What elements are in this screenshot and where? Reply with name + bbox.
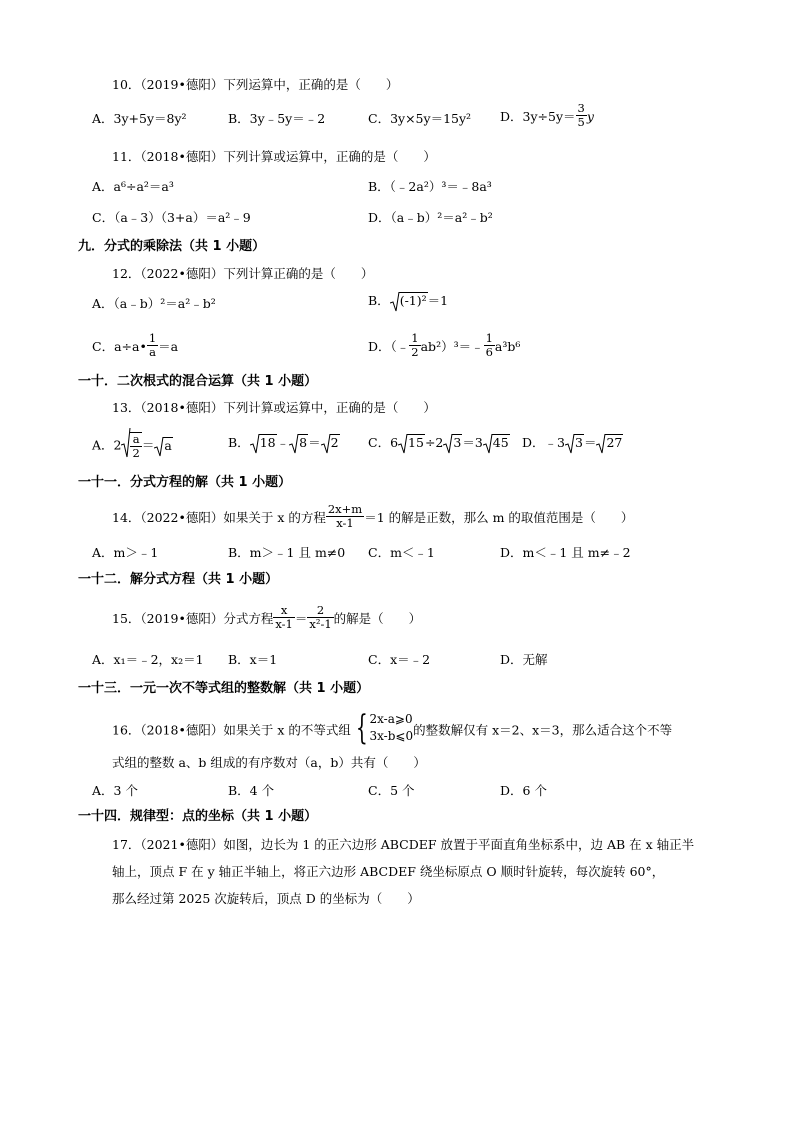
q17-line3: 那么经过第 2025 次旋转后，顶点 D 的坐标为（ ） bbox=[112, 891, 420, 906]
q12-d-num2: 1 bbox=[485, 331, 493, 345]
q13-c-eq: ＝3 bbox=[462, 435, 483, 450]
q16-option-c: C．5 个 bbox=[368, 783, 415, 798]
q13-a-num: a bbox=[130, 433, 141, 447]
q12-b-prefix: B． bbox=[368, 293, 390, 308]
q14-frac-den: x-1 bbox=[336, 516, 354, 530]
q13-c-sqrt3 bbox=[483, 434, 510, 452]
q14-option-a: A．m＞﹣1 bbox=[92, 545, 159, 560]
q10-option-d bbox=[500, 101, 594, 131]
q15-f1-num: x bbox=[273, 604, 295, 618]
q16-stem bbox=[112, 708, 673, 748]
left-brace-icon: { bbox=[355, 708, 368, 748]
q16-stem-line2: 式组的整数 a、b 组成的有序数对（a，b）共有（ ） bbox=[112, 755, 426, 770]
q13-c-radicand2: 3 bbox=[453, 435, 462, 450]
q15-option-a: A．x₁＝﹣2，x₂＝1 bbox=[92, 652, 204, 667]
q12-option-b bbox=[368, 292, 448, 310]
q14-stem bbox=[112, 502, 634, 532]
q11-option-d: D．（a﹣b）²＝a²﹣b² bbox=[368, 210, 493, 225]
q13-c-radicand1: 15 bbox=[408, 435, 424, 450]
q12-c-suffix: ＝a bbox=[158, 339, 179, 354]
q13-b-sqrt2 bbox=[289, 434, 308, 452]
q16-option-d: D．6 个 bbox=[500, 783, 547, 798]
q12-c-fraction bbox=[147, 332, 158, 359]
q11-option-a: A．a⁶÷a²＝a³ bbox=[92, 179, 174, 194]
q13-d-sqrt1 bbox=[565, 434, 584, 452]
q15-f2-den: x²-1 bbox=[309, 617, 332, 631]
q15-stem-prefix: 15．（2019•德阳）分式方程 bbox=[112, 611, 274, 626]
q13-d-prefix: D．﹣3 bbox=[522, 435, 565, 450]
q13-d-radicand2: 27 bbox=[606, 435, 623, 450]
q16-stem-prefix: 16．（2018•德阳）如果关于 x 的不等式组 bbox=[112, 722, 351, 738]
q12-c-den: a bbox=[149, 345, 156, 359]
q12-d-suffix: a³b⁶ bbox=[494, 339, 521, 354]
q10-option-a: A．3y+5y＝8y² bbox=[92, 111, 187, 126]
q13-d-sqrt2 bbox=[596, 434, 623, 452]
q10-d-fraction bbox=[576, 102, 587, 129]
q14-fraction bbox=[326, 503, 364, 530]
q13-c-sqrt1 bbox=[398, 434, 425, 452]
q15-eq: ＝ bbox=[294, 611, 308, 626]
q13-a-prefix: A．2 bbox=[92, 437, 122, 453]
q17-line1: 17．（2021•德阳）如图，边长为 1 的正六边形 ABCDEF 放置于平面直角坐标系中，边 AB 在 x 轴正半 bbox=[112, 837, 695, 852]
q15-option-c: C．x＝﹣2 bbox=[368, 652, 431, 667]
q12-stem: 12．（2022•德阳）下列计算正确的是（ ） bbox=[112, 266, 374, 281]
q13-c-radicand3: 45 bbox=[492, 435, 509, 450]
q14-stem-suffix: ＝1 的解是正数，那么 m 的取值范围是（ ） bbox=[364, 510, 634, 525]
q13-c-div: ÷2 bbox=[424, 435, 444, 450]
q11-option-c: C．（a﹣3）（3+a）＝a²﹣9 bbox=[92, 210, 251, 225]
q16-stem-suffix: 的整数解仅有 x＝2、x＝3，那么适合这个不等 bbox=[413, 722, 673, 738]
q16-inequality-system bbox=[351, 708, 414, 748]
q13-b-minus: ﹣ bbox=[276, 435, 290, 450]
q15-stem-suffix: 的解是（ ） bbox=[333, 611, 422, 626]
q10-option-b: B．3y﹣5y＝﹣2 bbox=[228, 111, 326, 126]
q14-option-c: C．m＜﹣1 bbox=[368, 545, 435, 560]
q12-b-suffix: ＝1 bbox=[427, 293, 449, 308]
q13-a-sqrt1 bbox=[121, 432, 141, 460]
q13-b-radicand1: 18 bbox=[259, 435, 276, 450]
q16-option-b: B．4 个 bbox=[228, 783, 275, 798]
q15-f1-den: x-1 bbox=[275, 617, 293, 631]
q10-d-num: 3 bbox=[577, 101, 585, 115]
q12-d-mid: ab²）³＝﹣ bbox=[420, 339, 484, 354]
q15-stem bbox=[112, 603, 422, 633]
q13-a-fraction bbox=[130, 432, 141, 460]
q13-option-d bbox=[522, 434, 623, 452]
q10-d-prefix: D．3y÷5y＝ bbox=[500, 109, 576, 124]
q13-d-eq: ＝ bbox=[583, 435, 597, 450]
q12-c-prefix: C．a÷a• bbox=[92, 339, 147, 354]
q13-c-sqrt2 bbox=[443, 434, 462, 452]
q13-option-b bbox=[228, 434, 340, 452]
q10-d-den: 5 bbox=[577, 115, 585, 129]
q14-frac-num: 2x+m bbox=[327, 502, 363, 516]
q10-stem: 10．（2019•德阳）下列运算中，正确的是（ ） bbox=[112, 77, 399, 92]
q14-stem-prefix: 14．（2022•德阳）如果关于 x 的方程 bbox=[112, 510, 326, 525]
section-heading-10: 一十．二次根式的混合运算（共 1 小题） bbox=[78, 374, 318, 389]
section-heading-9: 九．分式的乘除法（共 1 小题） bbox=[78, 239, 266, 254]
q12-d-fraction-2 bbox=[484, 332, 495, 359]
section-heading-13: 一十三．一元一次不等式组的整数解（共 1 小题） bbox=[78, 681, 370, 696]
q12-d-fraction-1 bbox=[409, 332, 420, 359]
q13-option-a bbox=[92, 432, 173, 460]
q13-b-sqrt1 bbox=[250, 434, 277, 452]
q13-a-sqrt2 bbox=[154, 437, 172, 455]
q16-row2: 3x-b⩽0 bbox=[369, 729, 414, 743]
q12-b-radicand: (-1)² bbox=[399, 293, 427, 308]
q10-d-suffix: y bbox=[586, 109, 594, 124]
q13-b-sqrt3 bbox=[321, 434, 340, 452]
q12-option-a: A．（a﹣b）²＝a²﹣b² bbox=[92, 296, 216, 311]
q16-option-a: A．3 个 bbox=[92, 783, 138, 798]
section-heading-11: 一十一．分式方程的解（共 1 小题） bbox=[78, 475, 292, 490]
q13-d-radicand1: 3 bbox=[574, 435, 583, 450]
q10-option-c: C．3y×5y＝15y² bbox=[368, 111, 472, 126]
q13-b-prefix: B． bbox=[228, 435, 250, 450]
q12-d-num1: 1 bbox=[411, 331, 419, 345]
q17-line2: 轴上，顶点 F 在 y 轴正半轴上，将正六边形 ABCDEF 绕坐标原点 O 顺时针旋转，每次旋转 60°， bbox=[112, 864, 665, 879]
q15-option-d: D．无解 bbox=[500, 652, 548, 667]
q13-b-eq: ＝ bbox=[308, 435, 321, 450]
q13-stem: 13．（2018•德阳）下列计算或运算中，正确的是（ ） bbox=[112, 400, 436, 415]
q13-a-eq: ＝ bbox=[141, 437, 155, 453]
q12-c-num: 1 bbox=[148, 331, 157, 345]
q13-a-den: 2 bbox=[132, 446, 140, 460]
q13-option-c bbox=[368, 434, 510, 452]
q14-option-b: B．m＞﹣1 且 m≠0 bbox=[228, 545, 346, 560]
q15-f2-num: 2 bbox=[307, 604, 333, 618]
q13-c-prefix: C．6 bbox=[368, 435, 399, 450]
q13-b-radicand3: 2 bbox=[330, 435, 339, 450]
q13-a-radicand2: a bbox=[164, 437, 172, 453]
q11-stem: 11．（2018•德阳）下列计算或运算中，正确的是（ ） bbox=[112, 149, 436, 164]
section-heading-12: 一十二．解分式方程（共 1 小题） bbox=[78, 572, 279, 587]
q11-option-b: B．（﹣2a²）³＝﹣8a³ bbox=[368, 179, 492, 194]
q15-option-b: B．x＝1 bbox=[228, 652, 278, 667]
q14-option-d: D．m＜﹣1 且 m≠﹣2 bbox=[500, 545, 631, 560]
section-heading-14: 一十四．规律型：点的坐标（共 1 小题） bbox=[78, 809, 318, 824]
q12-b-sqrt bbox=[390, 292, 428, 310]
q12-d-prefix: D．（﹣ bbox=[368, 339, 410, 354]
q12-d-den1: 2 bbox=[411, 345, 419, 359]
q12-option-d bbox=[368, 331, 521, 361]
q16-row1: 2x-a⩾0 bbox=[369, 712, 413, 726]
q15-fraction-1 bbox=[273, 604, 295, 631]
q12-d-den2: 6 bbox=[485, 345, 493, 359]
q15-fraction-2 bbox=[307, 604, 333, 631]
q12-option-c bbox=[92, 331, 179, 361]
q13-b-radicand2: 8 bbox=[299, 435, 308, 450]
